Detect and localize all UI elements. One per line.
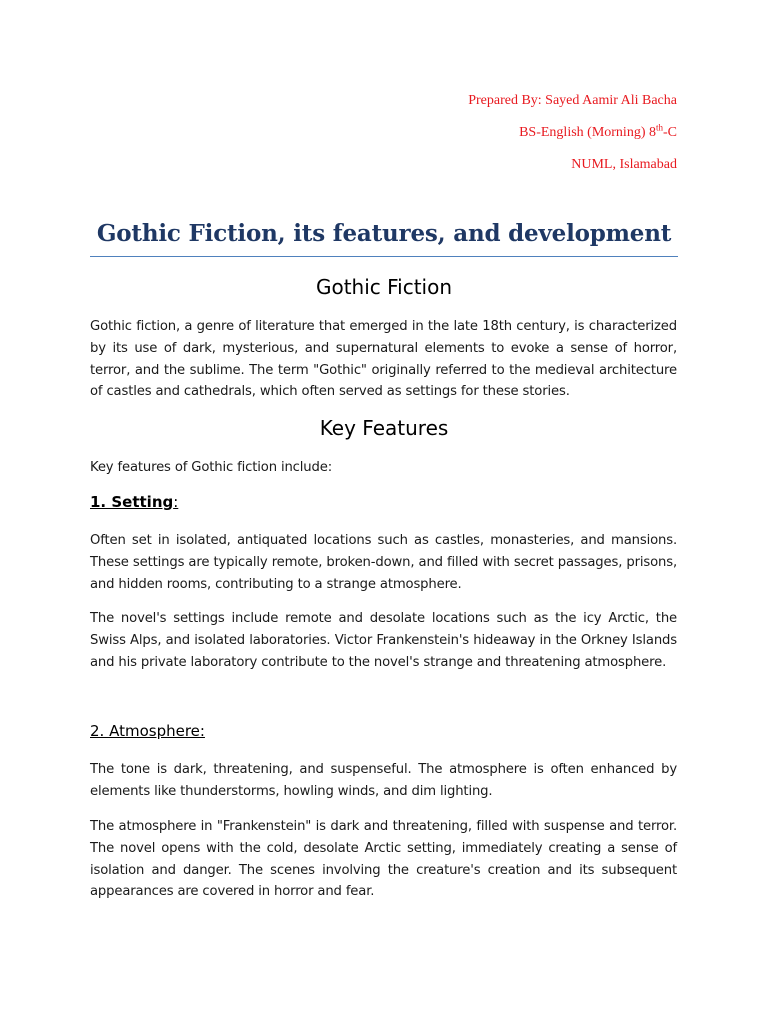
paragraph-atmosphere-2: The atmosphere in "Frankenstein" is dark and threatening, filled with suspense and terror. The novel opens with the cold, desolate Arctic setting, immediately creating a sense of isolation and danger. The scenes involving the creature's creation and its subsequent appearances are covered in horror and fear. bbox=[90, 819, 677, 900]
program-prefix: BS-English (Morning) 8 bbox=[519, 125, 656, 140]
author-header bbox=[468, 90, 677, 186]
heading-key-features: Key Features bbox=[319, 416, 449, 440]
institution-line: NUML, Islamabad bbox=[571, 157, 677, 172]
paragraph-setting-1: Often set in isolated, antiquated locations such as castles, monasteries, and mansions. These settings are typically remote, broken-down, and filled with secret passages, prisons, and hidden rooms, contributing to a strange atmosphere. bbox=[90, 533, 677, 592]
subheading-setting bbox=[90, 493, 178, 511]
paragraph-atmosphere-1: The tone is dark, threatening, and suspenseful. The atmosphere is often enhanced by elements like thunderstorms, howling winds, and dim lighting. bbox=[90, 762, 677, 799]
setting-heading-colon: : bbox=[173, 493, 179, 511]
paragraph-gothic-fiction: Gothic fiction, a genre of literature that emerged in the late 18th century, is characterized by its use of dark, mysterious, and supernatural elements to evoke a sense of horror, terror, and the sublime. The term "Gothic" originally referred to the medieval architecture of castles and cathedrals, which often served as settings for these stories. bbox=[90, 319, 677, 400]
title-underline-rule bbox=[90, 256, 678, 257]
key-features-intro: Key features of Gothic fiction include: bbox=[90, 460, 332, 475]
setting-heading-text: 1. Setting bbox=[90, 493, 174, 511]
subheading-atmosphere: 2. Atmosphere: bbox=[90, 722, 205, 740]
program-superscript: th bbox=[655, 122, 663, 133]
program-suffix: -C bbox=[663, 125, 677, 140]
prepared-by-line: Prepared By: Sayed Aamir Ali Bacha bbox=[468, 93, 677, 108]
heading-gothic-fiction: Gothic Fiction bbox=[315, 275, 453, 299]
program-line bbox=[468, 122, 677, 154]
document-title: Gothic Fiction, its features, and development bbox=[96, 220, 672, 247]
paragraph-setting-2: The novel's settings include remote and desolate locations such as the icy Arctic, the Swiss Alps, and isolated laboratories. Victor Frankenstein's hideaway in the Orkney Islands and his private laboratory contribute to the novel's strange and threatening atmosphere. bbox=[90, 611, 677, 670]
